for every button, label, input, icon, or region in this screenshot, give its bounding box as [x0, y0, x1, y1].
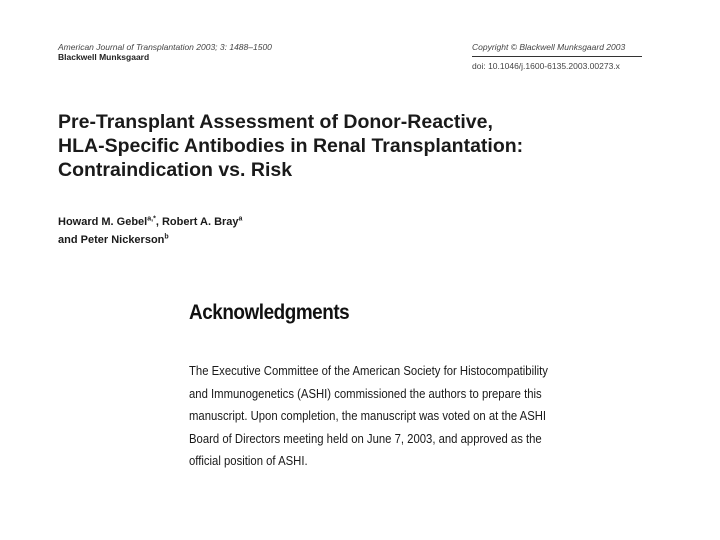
author-line-1 [58, 213, 242, 231]
acknowledgments-body [189, 360, 602, 473]
author-affiliation-mark: b [164, 233, 169, 241]
author-conjunction: and [58, 234, 81, 246]
author-name: Robert A. Bray [161, 216, 239, 228]
author-name: Howard M. Gebel [58, 216, 148, 228]
title-line: Contraindication vs. Risk [58, 159, 293, 181]
author-affiliation-mark: a [238, 215, 243, 223]
author-line-2 [58, 231, 242, 249]
acknowledgments-heading: Acknowledgments [189, 301, 350, 324]
journal-citation: American Journal of Transplantation 2003; 3: 1488–1500 [58, 42, 272, 52]
acknowledgments-line: official position of ASHI. [189, 453, 308, 469]
author-separator: , [155, 216, 162, 228]
author-affiliation-mark: a,* [147, 215, 156, 223]
acknowledgments-line: Board of Directors meeting held on June 7, 2003, and approved as the [189, 430, 542, 446]
acknowledgments-line: manuscript. Upon completion, the manuscript was voted on at the ASHI [189, 408, 547, 424]
author-name: Peter Nickerson [80, 234, 165, 246]
title-line: HLA-Specific Antibodies in Renal Transplantation: [58, 135, 524, 157]
copyright-notice: Copyright © Blackwell Munksgaard 2003 [472, 42, 626, 52]
header-rule [472, 56, 642, 57]
author-list [58, 213, 242, 249]
acknowledgments-line: and Immunogenetics (ASHI) commissioned the authors to prepare this [189, 385, 542, 401]
acknowledgments-line: The Executive Committee of the American Society for Histocompatibility [189, 363, 548, 378]
title-line: Pre-Transplant Assessment of Donor-Reactive, [58, 111, 493, 133]
doi-reference: doi: 10.1046/j.1600-6135.2003.00273.x [472, 61, 620, 71]
article-title [58, 110, 523, 182]
publisher-name: Blackwell Munksgaard [58, 52, 150, 62]
